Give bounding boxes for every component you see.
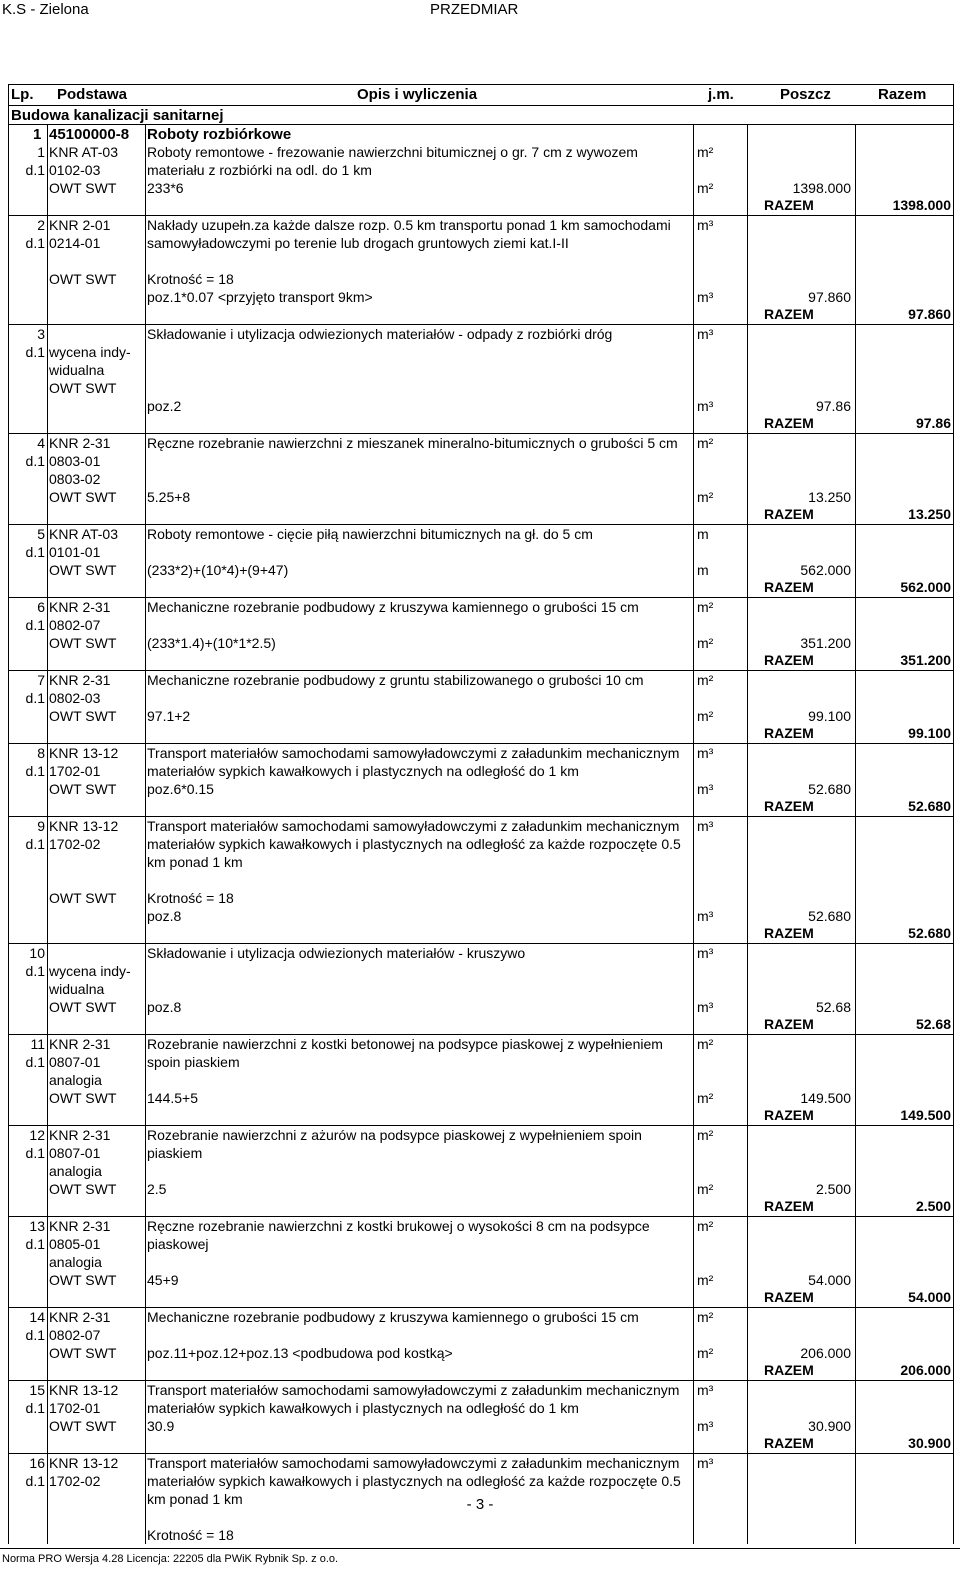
license-note: Norma PRO Wersja 4.28 Licencja: 22205 dla PWiK Rybnik Sp. z o.o. [2,1553,339,1565]
item-total-row [9,1435,953,1454]
item-quantity: 52.68 [815,999,851,1015]
item-quantity: 562.000 [800,562,851,578]
item-base-line: 0803-01 [49,453,101,469]
header-qty: Poszcz [780,86,831,103]
total-label: RAZEM [764,506,814,522]
total-value: 30.900 [908,1435,951,1451]
item-calculation: (233*2)+(10*4)+(9+47) [147,562,289,578]
table-row [9,1126,953,1198]
item-description: Składowanie i utylizacja odwiezionych materiałów - kruszywo [147,945,526,961]
table-header [9,84,953,106]
item-base-line: 0807-01 [49,1145,101,1161]
item-number: 13 [29,1218,45,1234]
item-unit: m³ [697,217,714,233]
item-number: 7 [37,672,45,688]
item-base-line: 0101-01 [49,544,101,560]
item-description: Roboty remontowe - frezowanie nawierzchni bitumicznej o gr. 7 cm z wywozem materiału z rozbiórki na odl. do 1 km [147,144,638,178]
item-quantity: 351.200 [800,635,851,651]
item-unit: m³ [697,945,714,961]
item-list [9,143,953,1544]
item-description: Transport materiałów samochodami samowyładowczymi z załadunkim mechanicznym materiałów sypkich kawałkowych i plastycznych na odległość do 1 km [147,1382,680,1416]
project-name: K.S - Zielona [2,1,89,18]
table-row [9,1308,953,1362]
item-calculation: poz.6*0.15 [147,781,214,797]
total-value: 351.200 [900,652,951,668]
item-base-line: OWT SWT [49,635,117,651]
column-divider [47,124,48,1544]
header-lp: Lp. [11,86,34,103]
document-title: PRZEDMIAR [430,1,519,18]
column-divider [145,124,146,1544]
total-value: 2.500 [915,1198,951,1214]
item-number: 1 [37,144,45,160]
item-total-row [9,652,953,671]
item-total-row [9,415,953,434]
item-calculation: poz.11+poz.12+poz.13 <podbudowa pod kostką> [147,1345,453,1361]
item-base-line: analogia [49,1254,102,1270]
estimate-table [8,84,954,1544]
item-calc-unit: m³ [697,1418,714,1434]
item-base-line: 0802-03 [49,690,101,706]
item-calculation: 30.9 [147,1418,175,1434]
item-quantity: 52.680 [808,781,851,797]
table-row [9,944,953,1016]
item-base-line: 0802-07 [49,1327,101,1343]
item-description: Składowanie i utylizacja odwiezionych materiałów - odpady z rozbiórki dróg [147,326,613,342]
item-base-line: OWT SWT [49,890,117,906]
header-unit: j.m. [708,86,734,103]
table-row [9,671,953,725]
item-calc-unit: m³ [697,398,714,414]
header-desc: Opis i wyliczenia [357,86,478,103]
table-row [9,1035,953,1107]
item-number: 10 [29,945,45,961]
item-base-line: OWT SWT [49,1272,117,1288]
item-unit: m³ [697,818,714,834]
item-quantity: 1398.000 [792,180,851,196]
item-calc-unit: m² [697,1090,714,1106]
item-total-row [9,1362,953,1381]
item-base-line: OWT SWT [49,380,117,396]
page-number: - 3 - [466,1496,494,1513]
item-calculation: 97.1+2 [147,708,191,724]
section-title-row [9,106,953,125]
item-calc-unit: m² [697,489,714,505]
item-division: d.1 [25,963,45,979]
item-base-line: KNR 2-31 [49,1127,111,1143]
item-description: Ręczne rozebranie nawierzchni z kostki brukowej o wysokości 8 cm na podsypce piaskowej [147,1218,650,1252]
table-row [9,1217,953,1289]
item-calculation: poz.1*0.07 <przyjęto transport 9km> [147,289,373,305]
item-unit: m² [697,435,714,451]
page-header [0,0,960,20]
item-number: 14 [29,1309,45,1325]
total-value: 52.68 [915,1016,951,1032]
item-division: d.1 [25,453,45,469]
column-divider [747,124,748,1544]
item-description: Rozebranie nawierzchni z ażurów na podsypce piaskowej z wypełnieniem spoin piaskiem [147,1127,642,1161]
total-value: 206.000 [900,1362,951,1378]
item-calculation: 5.25+8 [147,489,191,505]
item-base-line: KNR 13-12 [49,1455,119,1471]
item-quantity: 97.86 [815,398,851,414]
item-quantity: 54.000 [808,1272,851,1288]
item-division: d.1 [25,1236,45,1252]
item-base-line: OWT SWT [49,271,117,287]
total-value: 54.000 [908,1289,951,1305]
total-label: RAZEM [764,652,814,668]
item-description: Transport materiałów samochodami samowyładowczymi z załadunkim mechanicznym materiałów sypkich kawałkowych i plastycznych na odległość do 1 km [147,745,680,779]
item-base-line: OWT SWT [49,1418,117,1434]
item-unit: m² [697,1127,714,1143]
table-row [9,216,953,306]
item-total-row [9,306,953,325]
section-title: Budowa kanalizacji sanitarnej [11,107,224,124]
item-base-line: OWT SWT [49,489,117,505]
item-number: 6 [37,599,45,615]
item-base-line: KNR 13-12 [49,1382,119,1398]
item-base-line: KNR 2-31 [49,1309,111,1325]
item-quantity: 52.680 [808,908,851,924]
table-row [9,1381,953,1435]
item-division: d.1 [25,344,45,360]
item-calc-unit: m² [697,635,714,651]
table-row [9,325,953,415]
item-base-line: OWT SWT [49,781,117,797]
item-base-line: wycena indy- [49,963,131,979]
item-base-line: KNR AT-03 [49,144,118,160]
item-base-line: 1702-01 [49,763,101,779]
item-base-line: 1702-02 [49,836,101,852]
item-description: Nakłady uzupełn.za każde dalsze rozp. 0.5 km transportu ponad 1 km samochodami samowyładowczymi po terenie lub drogach gruntowych ziemi kat.I-II [147,217,671,251]
item-base-line: analogia [49,1072,102,1088]
total-value: 562.000 [900,579,951,595]
total-value: 1398.000 [892,197,951,213]
item-quantity: 97.860 [808,289,851,305]
item-total-row [9,1016,953,1035]
item-total-row [9,1289,953,1308]
header-base: Podstawa [57,86,128,103]
item-calculation: 233*6 [147,180,184,196]
item-unit: m² [697,1036,714,1052]
item-base-line: OWT SWT [49,708,117,724]
item-division: d.1 [25,836,45,852]
item-unit: m² [697,599,714,615]
table-row [9,817,953,925]
item-quantity: 149.500 [800,1090,851,1106]
table-row [9,598,953,652]
item-calc-unit: m² [697,1272,714,1288]
item-base-line: 0214-01 [49,235,101,251]
item-description: Roboty remontowe - cięcie piłą nawierzchni bitumicznych na gł. do 5 cm [147,526,593,542]
item-calc-unit: m² [697,1345,714,1361]
item-description: Mechaniczne rozebranie podbudowy z gruntu stabilizowanego o grubości 10 cm [147,672,644,688]
item-quantity: 30.900 [808,1418,851,1434]
item-division: d.1 [25,162,45,178]
item-base-line: OWT SWT [49,180,117,196]
item-base-line: OWT SWT [49,562,117,578]
item-base-line: KNR AT-03 [49,526,118,542]
item-calc-unit: m² [697,180,714,196]
total-label: RAZEM [764,725,814,741]
item-multiplier: Krotność = 18 [147,890,234,906]
total-label: RAZEM [764,1107,814,1123]
total-label: RAZEM [764,1198,814,1214]
header-sum: Razem [878,86,927,103]
item-calculation: 45+9 [147,1272,179,1288]
item-division: d.1 [25,690,45,706]
item-division: d.1 [25,1473,45,1489]
item-unit: m² [697,1218,714,1234]
item-number: 12 [29,1127,45,1143]
item-calculation: poz.8 [147,908,182,924]
total-label: RAZEM [764,1362,814,1378]
item-description: Rozebranie nawierzchni z kostki betonowej na podsypce piaskowej z wypełnieniem spoin piaskiem [147,1036,663,1070]
total-label: RAZEM [764,1016,814,1032]
column-divider [693,124,694,1544]
item-base-line: KNR 2-31 [49,672,111,688]
item-unit: m² [697,144,714,160]
total-value: 97.86 [915,415,951,431]
item-number: 4 [37,435,45,451]
item-calc-unit: m³ [697,289,714,305]
column-divider [855,124,856,1544]
subsection-code: 45100000-8 [49,126,130,143]
item-unit: m³ [697,1382,714,1398]
subsection-row [9,125,953,143]
item-description: Transport materiałów samochodami samowyładowczymi z załadunkim mechanicznym materiałów sypkich kawałkowych i plastycznych na odległość za każde rozpoczęte 0.5 km ponad 1 km [147,818,681,870]
item-base-line: OWT SWT [49,1181,117,1197]
table-row [9,434,953,506]
item-calc-unit: m³ [697,999,714,1015]
item-description: Mechaniczne rozebranie podbudowy z kruszywa kamiennego o grubości 15 cm [147,599,639,615]
total-label: RAZEM [764,197,814,213]
item-unit: m³ [697,326,714,342]
item-base-line: widualna [49,981,105,997]
total-value: 99.100 [908,725,951,741]
total-label: RAZEM [764,1435,814,1451]
item-unit: m [697,526,709,542]
item-division: d.1 [25,763,45,779]
table-row [9,744,953,798]
item-total-row [9,197,953,216]
item-calc-unit: m [697,562,709,578]
item-base-line: KNR 2-31 [49,1036,111,1052]
item-calc-unit: m³ [697,781,714,797]
item-calculation: (233*1.4)+(10*1*2.5) [147,635,276,651]
item-quantity: 13.250 [808,489,851,505]
item-unit: m³ [697,745,714,761]
item-unit: m² [697,672,714,688]
item-base-line: OWT SWT [49,999,117,1015]
item-description: Transport materiałów samochodami samowyładowczymi z załadunkim mechanicznym materiałów sypkich kawałkowych i plastycznych na odległość za każde rozpoczęte 0.5 km ponad 1 km [147,1455,681,1507]
total-value: 52.680 [908,925,951,941]
total-label: RAZEM [764,1289,814,1305]
total-label: RAZEM [764,306,814,322]
total-value: 97.860 [908,306,951,322]
item-division: d.1 [25,1145,45,1161]
item-multiplier: Krotność = 18 [147,271,234,287]
table-row [9,143,953,197]
item-division: d.1 [25,1400,45,1416]
item-quantity: 2.500 [815,1181,851,1197]
item-total-row [9,579,953,598]
item-number: 9 [37,818,45,834]
item-total-row [9,1198,953,1217]
item-base-line: 1702-01 [49,1400,101,1416]
item-base-line: KNR 13-12 [49,745,119,761]
subsection-title: Roboty rozbiórkowe [147,126,292,143]
total-label: RAZEM [764,415,814,431]
item-base-line: OWT SWT [49,1090,117,1106]
footer-divider [0,1548,960,1549]
item-number: 2 [37,217,45,233]
subsection-lp: 1 [33,126,42,143]
item-description: Ręczne rozebranie nawierzchni z mieszanek mineralno-bitumicznych o grubości 5 cm [147,435,678,451]
item-base-line: 0102-03 [49,162,101,178]
item-base-line: KNR 2-31 [49,435,111,451]
item-unit: m² [697,1309,714,1325]
item-calc-unit: m³ [697,908,714,924]
item-base-line: analogia [49,1163,102,1179]
total-value: 52.680 [908,798,951,814]
item-total-row [9,506,953,525]
item-division: d.1 [25,1054,45,1070]
total-label: RAZEM [764,925,814,941]
item-division: d.1 [25,1327,45,1343]
item-base-line: 1702-02 [49,1473,101,1489]
item-base-line: KNR 13-12 [49,818,119,834]
item-calculation: poz.2 [147,398,182,414]
item-base-line: OWT SWT [49,1345,117,1361]
item-calculation: 2.5 [147,1181,167,1197]
item-number: 15 [29,1382,45,1398]
item-base-line: 0803-02 [49,471,101,487]
item-division: d.1 [25,617,45,633]
item-base-line: KNR 2-01 [49,217,111,233]
item-total-row [9,725,953,744]
total-label: RAZEM [764,798,814,814]
item-total-row [9,925,953,944]
item-calc-unit: m² [697,1181,714,1197]
item-calculation: 144.5+5 [147,1090,198,1106]
total-value: 149.500 [900,1107,951,1123]
item-calc-unit: m² [697,708,714,724]
item-division: d.1 [25,235,45,251]
table-row [9,525,953,579]
item-number: 16 [29,1455,45,1471]
item-number: 11 [30,1036,45,1052]
item-base-line: wycena indy- [49,344,131,360]
item-calculation: poz.8 [147,999,182,1015]
total-value: 13.250 [908,506,951,522]
item-total-row [9,798,953,817]
item-quantity: 206.000 [800,1345,851,1361]
item-number: 5 [37,526,45,542]
total-label: RAZEM [764,579,814,595]
item-division: d.1 [25,544,45,560]
item-number: 3 [37,326,45,342]
item-unit: m³ [697,1455,714,1471]
item-total-row [9,1107,953,1126]
item-base-line: widualna [49,362,105,378]
item-number: 8 [37,745,45,761]
item-multiplier: Krotność = 18 [147,1527,234,1543]
item-base-line: 0802-07 [49,617,101,633]
item-description: Mechaniczne rozebranie podbudowy z kruszywa kamiennego o grubości 15 cm [147,1309,639,1325]
item-base-line: KNR 2-31 [49,599,111,615]
item-base-line: 0805-01 [49,1236,101,1252]
item-base-line: 0807-01 [49,1054,101,1070]
item-base-line: KNR 2-31 [49,1218,111,1234]
item-quantity: 99.100 [808,708,851,724]
